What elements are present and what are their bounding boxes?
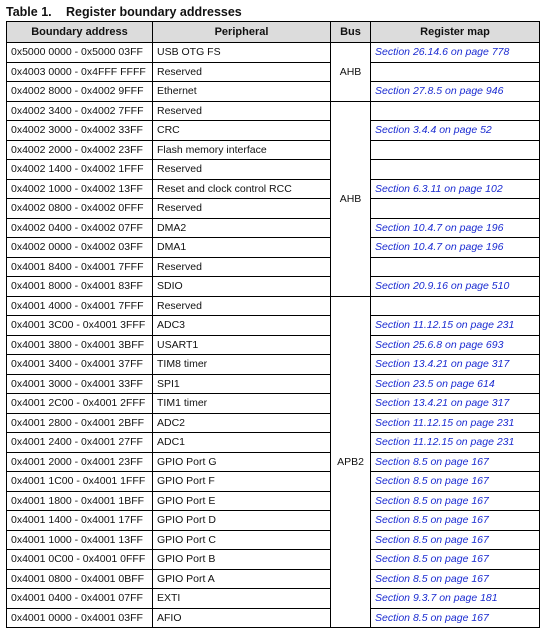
boundary-address-cell: 0x4001 0400 - 0x4001 07FF	[7, 589, 153, 609]
boundary-address-cell: 0x4001 1800 - 0x4001 1BFF	[7, 491, 153, 511]
table-row	[7, 433, 540, 453]
table-row	[7, 589, 540, 609]
table-row	[7, 257, 540, 277]
register-map-cell	[371, 160, 540, 180]
register-map-link[interactable]: Section 8.5 on page 167	[371, 569, 540, 589]
register-map-cell	[371, 296, 540, 316]
peripheral-cell: GPIO Port E	[153, 491, 331, 511]
register-map-link[interactable]: Section 13.4.21 on page 317	[371, 394, 540, 414]
peripheral-cell: AFIO	[153, 608, 331, 628]
header-register-map: Register map	[371, 22, 540, 43]
header-boundary-address: Boundary address	[7, 22, 153, 43]
table-row	[7, 316, 540, 336]
boundary-address-cell: 0x4001 3400 - 0x4001 37FF	[7, 355, 153, 375]
table-title: Register boundary addresses	[66, 5, 242, 19]
table-row	[7, 394, 540, 414]
boundary-address-cell: 0x4001 1C00 - 0x4001 1FFF	[7, 472, 153, 492]
boundary-address-cell: 0x4002 1400 - 0x4002 1FFF	[7, 160, 153, 180]
peripheral-cell: ADC3	[153, 316, 331, 336]
register-map-link[interactable]: Section 26.14.6 on page 778	[371, 43, 540, 63]
peripheral-cell: TIM1 timer	[153, 394, 331, 414]
table-row	[7, 355, 540, 375]
peripheral-cell: GPIO Port A	[153, 569, 331, 589]
register-map-link[interactable]: Section 10.4.7 on page 196	[371, 218, 540, 238]
bus-cell: AHB	[331, 43, 371, 102]
table-row	[7, 218, 540, 238]
peripheral-cell: GPIO Port D	[153, 511, 331, 531]
boundary-address-cell: 0x4002 0400 - 0x4002 07FF	[7, 218, 153, 238]
boundary-address-cell: 0x4002 0800 - 0x4002 0FFF	[7, 199, 153, 219]
register-map-link[interactable]: Section 9.3.7 on page 181	[371, 589, 540, 609]
boundary-address-cell: 0x4001 0C00 - 0x4001 0FFF	[7, 550, 153, 570]
peripheral-cell: Reserved	[153, 62, 331, 82]
peripheral-cell: GPIO Port C	[153, 530, 331, 550]
peripheral-cell: SDIO	[153, 277, 331, 297]
table-row	[7, 491, 540, 511]
peripheral-cell: DMA1	[153, 238, 331, 258]
register-map-link[interactable]: Section 11.12.15 on page 231	[371, 413, 540, 433]
register-map-link[interactable]: Section 11.12.15 on page 231	[371, 316, 540, 336]
register-map-link[interactable]: Section 27.8.5 on page 946	[371, 82, 540, 102]
boundary-address-cell: 0x4001 1000 - 0x4001 13FF	[7, 530, 153, 550]
peripheral-cell: TIM8 timer	[153, 355, 331, 375]
register-map-link[interactable]: Section 3.4.4 on page 52	[371, 121, 540, 141]
peripheral-cell: DMA2	[153, 218, 331, 238]
header-bus: Bus	[331, 22, 371, 43]
boundary-address-cell: 0x4001 0000 - 0x4001 03FF	[7, 608, 153, 628]
table-row	[7, 511, 540, 531]
register-map-cell	[371, 62, 540, 82]
boundary-address-cell: 0x4002 8000 - 0x4002 9FFF	[7, 82, 153, 102]
table-row	[7, 296, 540, 316]
table-row	[7, 140, 540, 160]
table-body	[7, 43, 540, 628]
table-row	[7, 335, 540, 355]
table-row	[7, 199, 540, 219]
boundary-address-cell: 0x4001 2800 - 0x4001 2BFF	[7, 413, 153, 433]
peripheral-cell: Reserved	[153, 257, 331, 277]
table-row	[7, 472, 540, 492]
peripheral-cell: Reset and clock control RCC	[153, 179, 331, 199]
peripheral-cell: GPIO Port F	[153, 472, 331, 492]
register-map-link[interactable]: Section 8.5 on page 167	[371, 530, 540, 550]
peripheral-cell: GPIO Port B	[153, 550, 331, 570]
bus-cell: APB2	[331, 296, 371, 628]
peripheral-cell: GPIO Port G	[153, 452, 331, 472]
peripheral-cell: Flash memory interface	[153, 140, 331, 160]
register-map-link[interactable]: Section 11.12.15 on page 231	[371, 433, 540, 453]
table-row	[7, 43, 540, 63]
peripheral-cell: USB OTG FS	[153, 43, 331, 63]
table-header-row	[7, 22, 540, 43]
peripheral-cell: Reserved	[153, 101, 331, 121]
table-row	[7, 608, 540, 628]
register-map-link[interactable]: Section 8.5 on page 167	[371, 452, 540, 472]
table-row	[7, 82, 540, 102]
peripheral-cell: ADC2	[153, 413, 331, 433]
boundary-address-cell: 0x4001 4000 - 0x4001 7FFF	[7, 296, 153, 316]
table-row	[7, 277, 540, 297]
peripheral-cell: ADC1	[153, 433, 331, 453]
table-row	[7, 179, 540, 199]
peripheral-cell: Reserved	[153, 160, 331, 180]
register-map-link[interactable]: Section 13.4.21 on page 317	[371, 355, 540, 375]
peripheral-cell: CRC	[153, 121, 331, 141]
peripheral-cell: Ethernet	[153, 82, 331, 102]
register-map-link[interactable]: Section 8.5 on page 167	[371, 491, 540, 511]
boundary-address-cell: 0x4001 3000 - 0x4001 33FF	[7, 374, 153, 394]
boundary-address-cell: 0x4001 2000 - 0x4001 23FF	[7, 452, 153, 472]
boundary-address-cell: 0x4002 0000 - 0x4002 03FF	[7, 238, 153, 258]
register-map-link[interactable]: Section 8.5 on page 167	[371, 608, 540, 628]
peripheral-cell: Reserved	[153, 296, 331, 316]
boundary-address-cell: 0x4001 2400 - 0x4001 27FF	[7, 433, 153, 453]
register-map-cell	[371, 101, 540, 121]
table-row	[7, 160, 540, 180]
boundary-address-cell: 0x4001 1400 - 0x4001 17FF	[7, 511, 153, 531]
register-boundary-table	[6, 21, 540, 628]
table-row	[7, 530, 540, 550]
boundary-address-cell: 0x4003 0000 - 0x4FFF FFFF	[7, 62, 153, 82]
register-map-link[interactable]: Section 6.3.11 on page 102	[371, 179, 540, 199]
boundary-address-cell: 0x4001 8000 - 0x4001 83FF	[7, 277, 153, 297]
register-map-link[interactable]: Section 10.4.7 on page 196	[371, 238, 540, 258]
register-map-link[interactable]: Section 25.6.8 on page 693	[371, 335, 540, 355]
boundary-address-cell: 0x4002 2000 - 0x4002 23FF	[7, 140, 153, 160]
register-map-link[interactable]: Section 20.9.16 on page 510	[371, 277, 540, 297]
boundary-address-cell: 0x4001 3C00 - 0x4001 3FFF	[7, 316, 153, 336]
table-row	[7, 121, 540, 141]
peripheral-cell: Reserved	[153, 199, 331, 219]
boundary-address-cell: 0x4001 3800 - 0x4001 3BFF	[7, 335, 153, 355]
register-map-cell	[371, 140, 540, 160]
table-row	[7, 238, 540, 258]
table-row	[7, 374, 540, 394]
register-map-cell	[371, 257, 540, 277]
table-row	[7, 569, 540, 589]
table-number: Table 1.	[6, 5, 52, 19]
boundary-address-cell: 0x4001 2C00 - 0x4001 2FFF	[7, 394, 153, 414]
boundary-address-cell: 0x4001 8400 - 0x4001 7FFF	[7, 257, 153, 277]
peripheral-cell: SPI1	[153, 374, 331, 394]
boundary-address-cell: 0x4002 3000 - 0x4002 33FF	[7, 121, 153, 141]
bus-cell: AHB	[331, 101, 371, 296]
table-row	[7, 101, 540, 121]
register-map-cell	[371, 199, 540, 219]
peripheral-cell: USART1	[153, 335, 331, 355]
boundary-address-cell: 0x4002 1000 - 0x4002 13FF	[7, 179, 153, 199]
register-map-link[interactable]: Section 8.5 on page 167	[371, 472, 540, 492]
register-map-link[interactable]: Section 23.5 on page 614	[371, 374, 540, 394]
table-caption	[6, 4, 242, 20]
boundary-address-cell: 0x4002 3400 - 0x4002 7FFF	[7, 101, 153, 121]
boundary-address-cell: 0x5000 0000 - 0x5000 03FF	[7, 43, 153, 63]
header-peripheral: Peripheral	[153, 22, 331, 43]
peripheral-cell: EXTI	[153, 589, 331, 609]
table-row	[7, 413, 540, 433]
register-map-link[interactable]: Section 8.5 on page 167	[371, 550, 540, 570]
table-row	[7, 550, 540, 570]
table-row	[7, 62, 540, 82]
register-map-link[interactable]: Section 8.5 on page 167	[371, 511, 540, 531]
table-row	[7, 452, 540, 472]
boundary-address-cell: 0x4001 0800 - 0x4001 0BFF	[7, 569, 153, 589]
